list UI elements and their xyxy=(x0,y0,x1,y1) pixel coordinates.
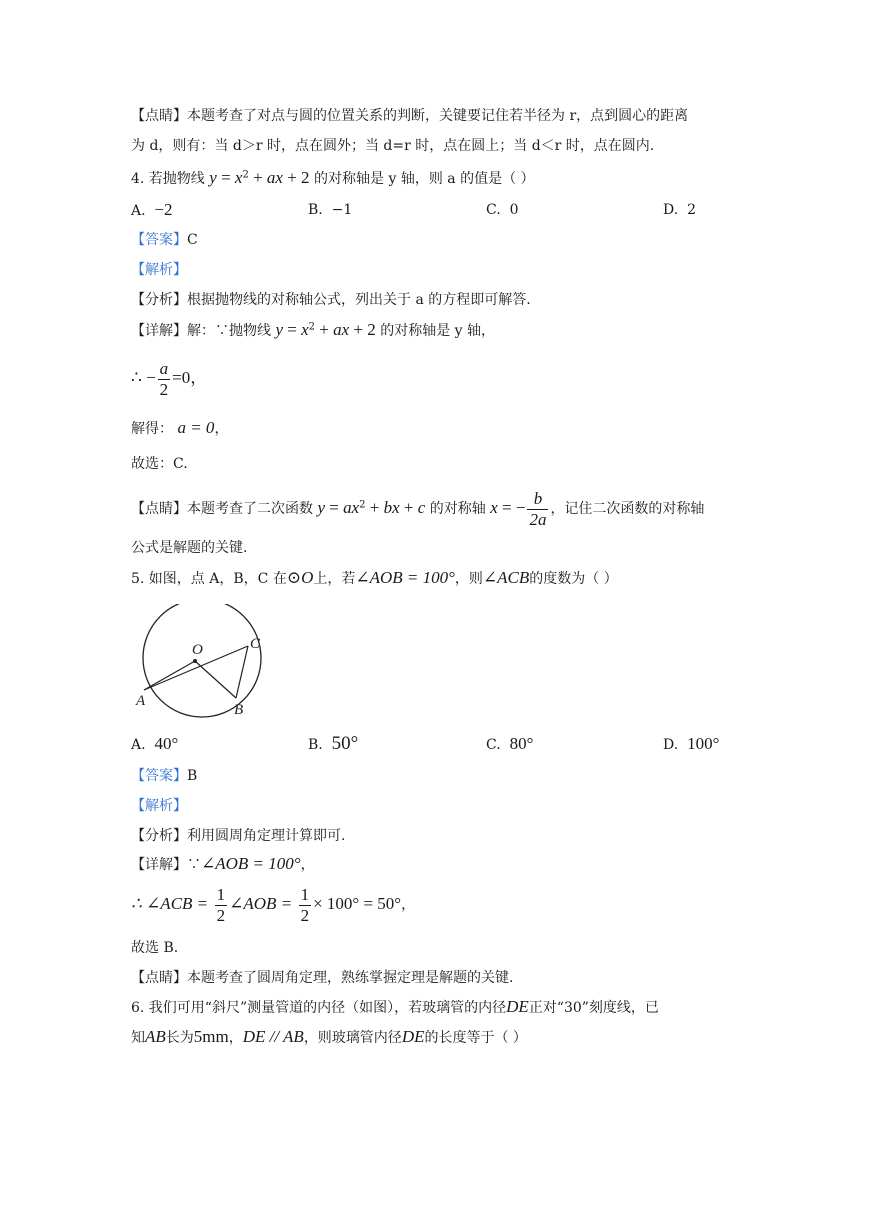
xiangjie-text: 的对称轴是 y 轴， xyxy=(380,323,496,339)
remark-text: ，记住二次函数的对称轴 xyxy=(550,501,705,517)
q4-step-2 xyxy=(131,418,228,439)
q6-math: DE xyxy=(506,997,529,1016)
analysis-label: 【解析】 xyxy=(131,798,187,814)
q5-stem xyxy=(131,568,618,589)
analysis-label: 【解析】 xyxy=(131,262,187,278)
fraction-denominator: 2 xyxy=(216,905,226,925)
label-o: O xyxy=(192,642,203,658)
label-c: C xyxy=(250,636,261,652)
q5-option-b xyxy=(308,733,358,756)
option-key: A. xyxy=(131,737,146,753)
q4-formula-part: y xyxy=(275,320,283,339)
q4-option-b xyxy=(308,199,352,221)
xiangjie-label: 【详解】 xyxy=(131,857,187,873)
q4-formula-part: + xyxy=(248,168,267,187)
fraction-numerator: a xyxy=(159,358,169,378)
q5-remark xyxy=(131,968,513,988)
q6-math: DE // AB xyxy=(242,1027,304,1046)
option-key: C. xyxy=(486,737,501,753)
q4-quadratic-part: + xyxy=(399,498,418,517)
remark-line-2 xyxy=(131,136,654,156)
q6-text: 6. 我们可用“斜尺”测量管道的内径（如图），若玻璃管的内径 xyxy=(131,1000,507,1016)
option-key: D. xyxy=(663,202,679,218)
label-a: A xyxy=(136,693,146,709)
q4-formula-part: + 2 xyxy=(282,168,310,187)
center-point xyxy=(193,659,197,663)
fraction xyxy=(158,359,171,400)
q5-option-a xyxy=(131,733,178,756)
option-value: 80° xyxy=(509,734,534,753)
fraction-denominator: 2 xyxy=(300,905,310,925)
q4-formula-part: ax xyxy=(266,168,283,187)
q4-answer xyxy=(131,230,198,250)
q6-text: 长为 xyxy=(165,1030,194,1046)
q6-text: 知 xyxy=(131,1030,145,1046)
q4-quadratic-part: ax xyxy=(343,498,360,517)
xiangjie-text: ， xyxy=(300,857,315,873)
step-suffix: ， xyxy=(214,421,229,437)
q4-formula-exp: 2 xyxy=(242,169,249,181)
q4-axis-part: = − xyxy=(497,498,526,517)
q6-length: 5mm xyxy=(193,1027,229,1046)
q4-choice xyxy=(131,454,188,474)
xiangjie-label: 【详解】 xyxy=(131,323,187,339)
option-value: −2 xyxy=(154,200,173,219)
xiangjie-text: 解：∵抛物线 xyxy=(187,323,271,339)
q5-choice xyxy=(131,938,178,958)
step-suffix: =0， xyxy=(172,368,208,387)
q5-xiangjie xyxy=(131,854,315,875)
segment-ao xyxy=(144,661,195,690)
step-math: a = 0 xyxy=(177,418,215,437)
q4-option-c xyxy=(486,199,519,221)
q4-xiangjie xyxy=(131,320,495,341)
segment-cb xyxy=(236,646,248,698)
q4-formula-part: x xyxy=(301,320,309,339)
q6-line-1 xyxy=(131,997,659,1018)
fraction-numerator: b xyxy=(527,489,548,510)
remark-text: 的对称轴 xyxy=(429,501,486,517)
q5-analysis-heading xyxy=(131,796,187,816)
fraction-numerator: 1 xyxy=(300,884,310,904)
label-b: B xyxy=(234,702,244,718)
q4-quadratic-part: c xyxy=(417,498,426,517)
option-key: D. xyxy=(663,737,679,753)
q4-formula-part: = xyxy=(216,168,235,187)
fraction xyxy=(215,885,228,926)
remark-line-1 xyxy=(131,106,688,126)
option-value: −1 xyxy=(331,202,353,218)
answer-label: 【答案】 xyxy=(131,768,187,784)
q5-stem-text: 5. 如图，点 A，B，C 在 xyxy=(131,571,287,587)
remark-text: 本题考查了对点与圆的位置关系的判断，关键要记住若半径为 r，点到圆心的距离 xyxy=(187,108,689,124)
q4-stem-text: 4. 若抛物线 xyxy=(131,171,205,187)
step-math: × 100° = 50° xyxy=(313,894,402,913)
remark-label: 【点睛】 xyxy=(131,970,187,986)
q5-angle-acb: ∠ACB xyxy=(482,568,530,587)
option-value: 0 xyxy=(509,202,519,218)
option-value: 50° xyxy=(331,733,359,754)
q6-math: DE xyxy=(401,1027,425,1046)
q6-text: 正对“30”刻度线，已 xyxy=(528,1000,659,1016)
q5-angle-aob: ∠AOB = 100° xyxy=(355,568,455,587)
q4-quadratic-exp: 2 xyxy=(359,499,366,511)
q6-math: AB xyxy=(145,1027,166,1046)
fraction-numerator: 1 xyxy=(216,884,226,904)
q4-stem-text: 的对称轴是 y 轴，则 a 的值是（ ） xyxy=(314,171,535,187)
xiangjie-math: ∠AOB = 100° xyxy=(201,854,301,873)
q5-fenxi xyxy=(131,826,345,846)
q4-fenxi xyxy=(131,290,531,310)
q5-circle-symbol: ⊙O xyxy=(286,568,314,587)
q4-remark xyxy=(131,486,704,531)
q4-option-d xyxy=(663,199,696,221)
remark-text: 公式是解题的关键. xyxy=(131,540,248,556)
segment-ob xyxy=(195,661,236,698)
q5-stem-text: 上，若 xyxy=(313,571,356,587)
step-math: ∴ ∠ACB = xyxy=(131,894,209,913)
fenxi-label: 【分析】 xyxy=(131,292,187,308)
remark-text: 本题考查了圆周角定理，熟练掌握定理是解题的关键. xyxy=(187,970,514,986)
fenxi-text: 利用圆周角定理计算即可. xyxy=(187,828,346,844)
fenxi-text: 根据抛物线的对称轴公式，列出关于 a 的方程即可解答. xyxy=(187,292,531,308)
q5-answer xyxy=(131,766,197,786)
q5-option-c xyxy=(486,733,533,756)
q5-option-d xyxy=(663,733,719,756)
option-value: 2 xyxy=(687,202,697,218)
q4-parabola-formula: y xyxy=(209,168,217,187)
circle xyxy=(143,604,261,717)
q4-formula-part: + 2 xyxy=(349,320,376,339)
q5-step-1 xyxy=(131,882,415,927)
option-value: 100° xyxy=(687,734,720,753)
answer-value: B xyxy=(187,768,198,784)
q4-remark-line-2 xyxy=(131,538,247,558)
remark-text: 为 d，则有：当 d＞r 时，点在圆外；当 d=r 时，点在圆上；当 d＜r 时，点在圆内. xyxy=(131,138,655,154)
q4-step-1 xyxy=(131,356,207,401)
step-prefix: 解得： xyxy=(131,421,173,437)
q5-stem-text: ，则 xyxy=(454,571,483,587)
q4-formula-exp: 2 xyxy=(308,321,316,333)
answer-label: 【答案】 xyxy=(131,232,187,248)
q6-line-2 xyxy=(131,1027,527,1048)
q4-quadratic-part: bx xyxy=(383,498,400,517)
q4-axis-part: x xyxy=(490,498,498,517)
q6-text: ， xyxy=(228,1030,243,1046)
fraction-denominator: 2a xyxy=(529,509,547,529)
fraction xyxy=(527,489,548,530)
xiangjie-text: ∵ xyxy=(187,857,201,873)
option-key: B. xyxy=(308,737,323,753)
q4-quadratic-part: = xyxy=(325,498,344,517)
q4-option-a xyxy=(131,199,173,222)
step-math: ∠AOB = xyxy=(229,894,293,913)
q5-stem-text: 的度数为（ ） xyxy=(529,571,618,587)
answer-value: C xyxy=(187,232,198,248)
q4-quadratic-part: + xyxy=(365,498,384,517)
option-value: 40° xyxy=(154,734,179,753)
q4-stem xyxy=(131,168,535,189)
fraction-denominator: 2 xyxy=(159,379,169,399)
q4-formula-part: ax xyxy=(333,320,350,339)
remark-label: 【点睛】 xyxy=(131,108,187,124)
choice-text: 故选：C. xyxy=(131,456,188,472)
choice-text: 故选 B. xyxy=(131,940,179,956)
step-suffix: ， xyxy=(401,897,416,913)
option-key: C. xyxy=(486,202,501,218)
remark-label: 【点睛】 xyxy=(131,501,187,517)
step-prefix: ∴ − xyxy=(131,368,156,387)
q4-formula-part: = xyxy=(283,320,302,339)
remark-text: 本题考查了二次函数 xyxy=(187,501,313,517)
fenxi-label: 【分析】 xyxy=(131,828,187,844)
option-key: B. xyxy=(308,202,323,218)
q4-analysis-heading xyxy=(131,260,187,280)
q5-circle-figure xyxy=(132,604,277,720)
q6-text: 的长度等于（ ） xyxy=(424,1030,527,1046)
option-key: A. xyxy=(131,203,146,219)
q6-text: ，则玻璃管内径 xyxy=(303,1030,402,1046)
q4-quadratic-part: y xyxy=(317,498,325,517)
q4-formula-part: x xyxy=(234,168,243,187)
fraction xyxy=(299,885,312,926)
q4-formula-part: + xyxy=(315,320,334,339)
